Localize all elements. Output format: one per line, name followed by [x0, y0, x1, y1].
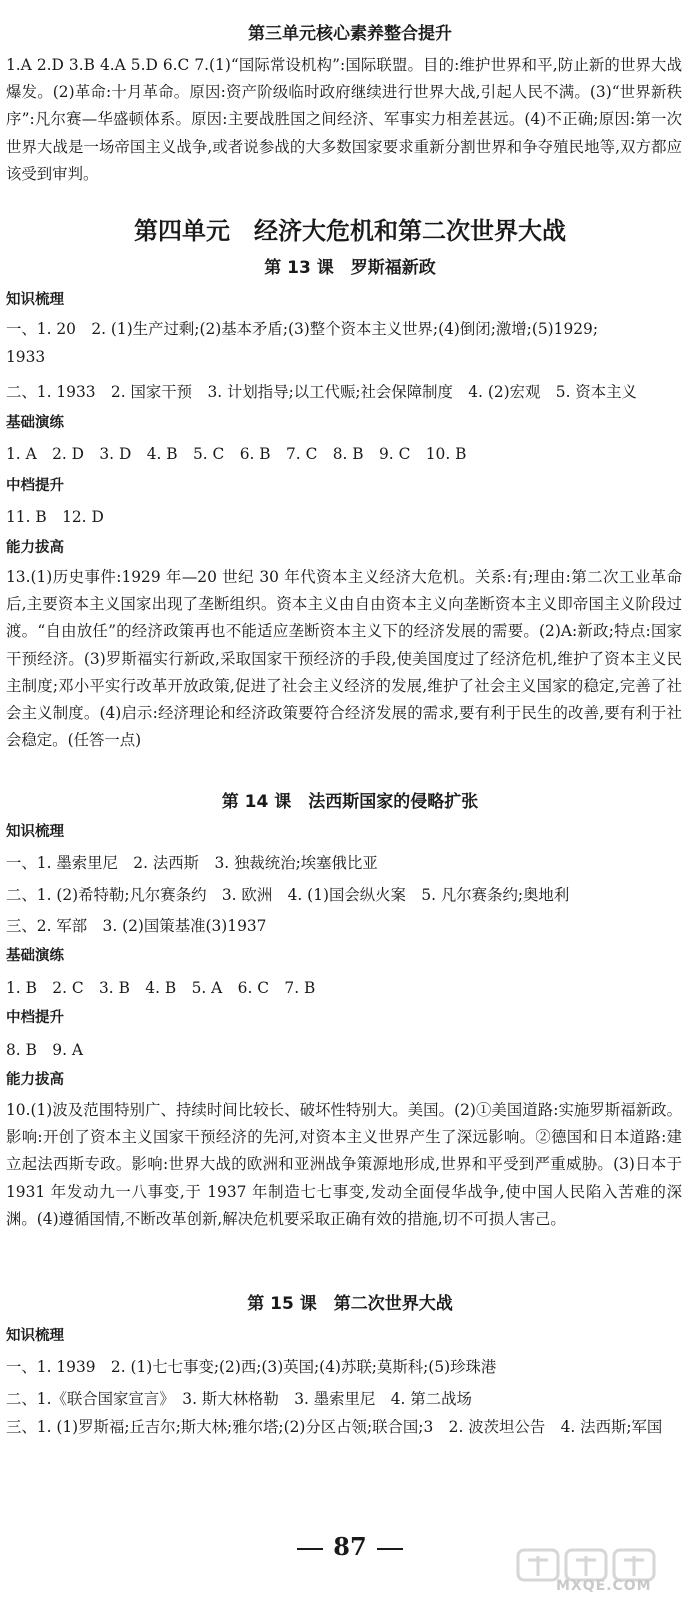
lesson14-knowledge-1: 一、1. 墨索里尼 2. 法西斯 3. 独裁统治;埃塞俄比亚 — [6, 854, 378, 872]
lesson14-adv-answers: 10.(1)波及范围特别广、持续时间比较长、破坏性特别大。美国。(2)①美国道路:实施罗斯福新政。影响:开创了资本主义国家干预经济的先河,对资本主义世界产生了深远影响。②德国和日本道路:建立起法西斯专政。影响:世界大战的欧洲和亚洲战争策源地形成,世界和平受到严重威胁。(3)日本于 1931 年发动九一八事变,于 1937 年制造七七事变,发动全面侵华战争,使中国人民陷入苦难的深渊。(4)遵循国情,不断改革创新,解决危机要采取正确有效的措施,切不可损人害己。 — [6, 1101, 682, 1228]
lesson13-mid-label: 中档提升 — [6, 478, 64, 494]
lesson14-basic-label: 基础演练 — [6, 948, 64, 964]
lesson14-title: 第 14 课 法西斯国家的侵略扩张 — [221, 792, 479, 812]
lesson14-knowledge-3: 三、2. 军部 3. (2)国策基准(3)1937 — [6, 917, 267, 935]
watermark-text: MXQE.COM — [556, 1578, 652, 1594]
lesson14-mid-answers: 8. B 9. A — [6, 1041, 83, 1059]
lesson13-adv-answers: 13.(1)历史事件:1929 年—20 世纪 30 年代资本主义经济大危机。关系:有;理由:第二次工业革命后,主要资本主义国家出现了垄断组织。资本主义由自由资本主义向垄断资本主义即帝国主义阶段过渡。“自由放任”的经济政策再也不能适应垄断资本主义下的经济发展的需要。(2)A:新政;特点:国家干预经济。(3)罗斯福实行新政,采取国家干预经济的手段,使美国度过了经济危机,维护了资本主义民主制度;邓小平实行改革开放政策,促进了社会主义经济的发展,维护了社会主义国家的稳定,完善了社会主义制度。(4)启示:经济理论和经济政策要符合经济发展的需求,要有利于民生的改善,要有利于社会稳定。(任答一点) — [6, 568, 682, 750]
page-number-right-dash — [377, 1548, 403, 1550]
page-number-value: 87 — [333, 1532, 367, 1561]
unit3-review-answers: 1.A 2.D 3.B 4.A 5.D 6.C 7.(1)“国际常设机构”:国际联盟。目的:维护世界和平,防止新的世界大战爆发。(2)革命:十月革命。原因:资产阶级临时政府继续进行世界大战,引起人民不满。(3)“世界新秩序”:凡尔赛—华盛顿体系。原因:主要战胜国之间经济、军事实力相差甚远。(4)不正确;原因:第一次世界大战是一场帝国主义战争,或者说参战的大多数国家要求重新分割世界和争夺殖民地等,双方都应该受到审判。 — [6, 56, 682, 183]
lesson13-knowledge-1-cont: 1933 — [6, 348, 46, 366]
lesson13-title: 第 13 课 罗斯福新政 — [264, 258, 436, 278]
lesson13-basic-answers: 1. A 2. D 3. D 4. B 5. C 6. B 7. C 8. B 9. C 10. B — [6, 445, 467, 463]
lesson15-knowledge-3: 三、1. (1)罗斯福;丘吉尔;斯大林;雅尔塔;(2)分区占领;联合国;3 2. 波茨坦公告 4. 法西斯;军国 — [6, 1418, 663, 1436]
unit4-title: 第四单元 经济大危机和第二次世界大战 — [134, 217, 566, 245]
lesson13-adv-label: 能力拔高 — [6, 540, 64, 556]
lesson13-mid-answers: 11. B 12. D — [6, 508, 104, 526]
lesson15-knowledge-label: 知识梳理 — [6, 1328, 64, 1344]
unit3-review-title: 第三单元核心素养整合提升 — [248, 24, 452, 44]
lesson13-basic-label: 基础演练 — [6, 415, 64, 431]
lesson15-knowledge-2: 二、1.《联合国家宣言》 3. 斯大林格勒 3. 墨索里尼 4. 第二战场 — [6, 1390, 472, 1408]
lesson15-knowledge-1: 一、1. 1939 2. (1)七七事变;(2)西;(3)英国;(4)苏联;莫斯科;(5)珍珠港 — [6, 1358, 497, 1376]
lesson13-knowledge-1: 一、1. 20 2. (1)生产过剩;(2)基本矛盾;(3)整个资本主义世界;(4)倒闭;激增;(5)1929; — [6, 320, 599, 338]
lesson14-mid-label: 中档提升 — [6, 1010, 64, 1026]
lesson13-knowledge-label: 知识梳理 — [6, 292, 64, 308]
lesson14-knowledge-2: 二、1. (2)希特勒;凡尔赛条约 3. 欧洲 4. (1)国会纵火案 5. 凡尔赛条约;奥地利 — [6, 886, 570, 904]
page-number-left-dash — [297, 1548, 323, 1550]
lesson14-adv-label: 能力拔高 — [6, 1072, 64, 1088]
lesson14-basic-answers: 1. B 2. C 3. B 4. B 5. A 6. C 7. B — [6, 979, 316, 997]
lesson14-knowledge-label: 知识梳理 — [6, 824, 64, 840]
lesson15-title: 第 15 课 第二次世界大战 — [247, 1294, 453, 1314]
lesson13-knowledge-2: 二、1. 1933 2. 国家干预 3. 计划指导;以工代赈;社会保障制度 4. (2)宏观 5. 资本主义 — [6, 383, 637, 401]
